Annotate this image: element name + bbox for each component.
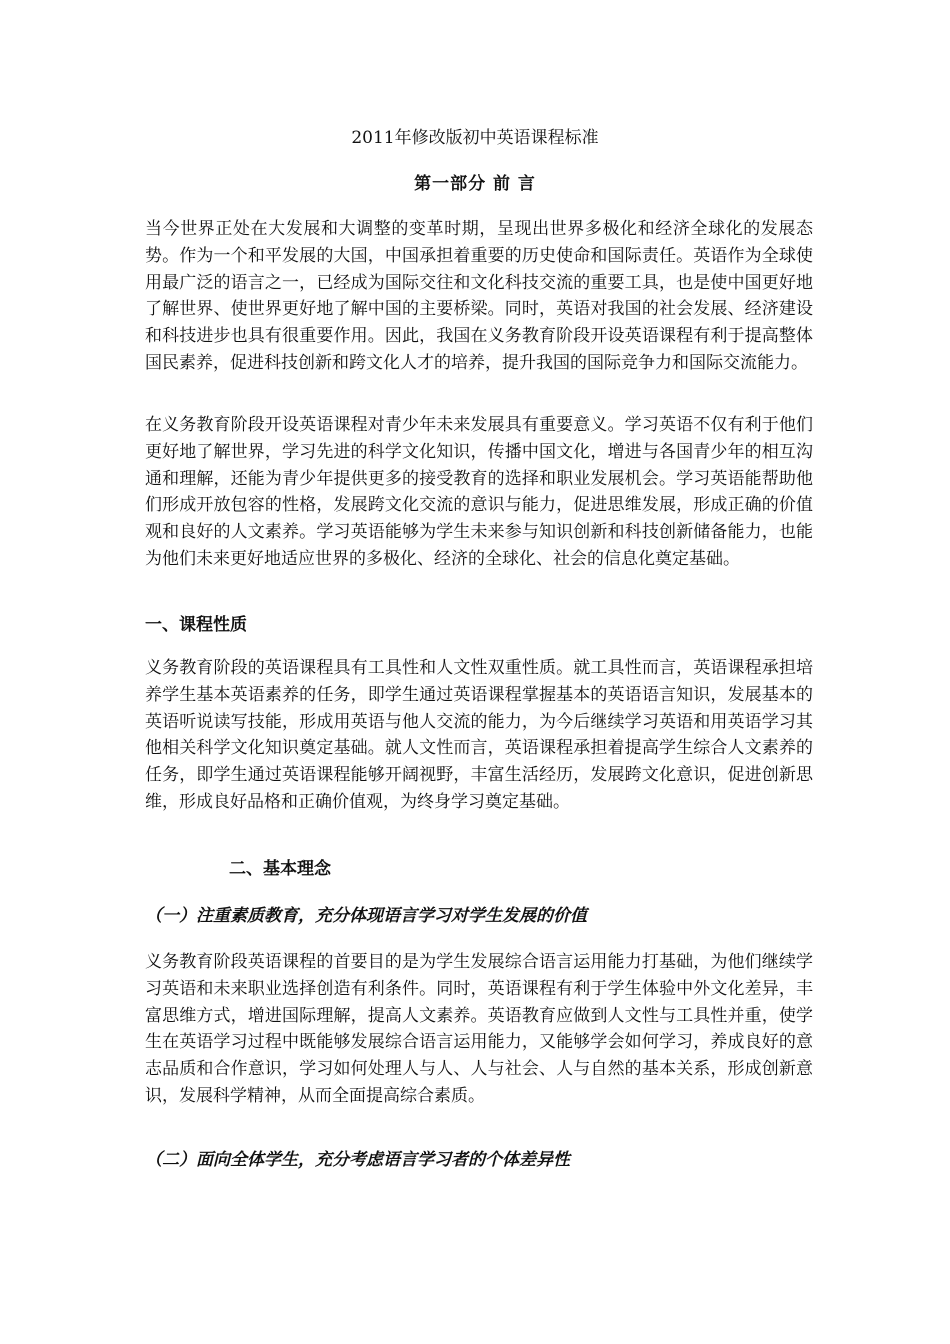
subheading-all-students: （二）面向全体学生，充分考虑语言学习者的个体差异性 xyxy=(145,1150,570,1170)
section-heading-basic-concepts: 二、基本理念 xyxy=(229,859,331,879)
quality-education-paragraph: 义务教育阶段英语课程的首要目的是为学生发展综合语言运用能力打基础，为他们继续学习英语和未来职业选择创造有利条件。同时，英语课程有利于学生体验中外文化差异，丰富思维方式，增进国际理解，提高人文素养。英语教育应做到人文性与工具性并重，使学生在英语学习过程中既能够发展综合语言运用能力，又能够学会如何学习，养成良好的意志品质和合作意识，学习如何处理人与人、人与社会、人与自然的基本关系，形成创新意识，发展科学精神，从而全面提高综合素质。 xyxy=(145,952,813,1106)
document-title: 2011年修改版初中英语课程标准 xyxy=(351,128,599,148)
course-nature-paragraph: 义务教育阶段的英语课程具有工具性和人文性双重性质。就工具性而言，英语课程承担培养学生基本英语素养的任务，即学生通过英语课程掌握基本的英语语言知识，发展基本的英语听说读写技能，形成用英语与他人交流的能力，为今后继续学习英语和用英语学习其他相关科学文化知识奠定基础。就人文性而言，英语课程承担着提高学生综合人文素养的任务，即学生通过英语课程能够开阔视野，丰富生活经历，发展跨文化意识，促进创新思维，形成良好品格和正确价值观，为终身学习奠定基础。 xyxy=(145,658,813,812)
subheading-quality-education: （一）注重素质教育，充分体现语言学习对学生发展的价值 xyxy=(145,906,587,926)
section-heading-course-nature: 一、课程性质 xyxy=(145,615,247,635)
preface-paragraph-2: 在义务教育阶段开设英语课程对青少年未来发展具有重要意义。学习英语不仅有利于他们更好地了解世界，学习先进的科学文化知识，传播中国文化，增进与各国青少年的相互沟通和理解，还能为青少年提供更多的接受教育的选择和职业发展机会。学习英语能帮助他们形成开放包容的性格，发展跨文化交流的意识与能力，促进思维发展，形成正确的价值观和良好的人文素养。学习英语能够为学生未来参与知识创新和科技创新储备能力，也能为他们未来更好地适应世界的多极化、经济的全球化、社会的信息化奠定基础。 xyxy=(145,415,813,569)
part-title: 第一部分 前 言 xyxy=(414,174,536,194)
preface-paragraph-1: 当今世界正处在大发展和大调整的变革时期，呈现出世界多极化和经济全球化的发展态势。作为一个和平发展的大国，中国承担着重要的历史使命和国际责任。英语作为全球使用最广泛的语言之一，已经成为国际交往和文化科技交流的重要工具，也是使中国更好地了解世界、使世界更好地了解中国的主要桥梁。同时，英语对我国的社会发展、经济建设和科技进步也具有很重要作用。因此，我国在义务教育阶段开设英语课程有利于提高整体国民素养，促进科技创新和跨文化人才的培养，提升我国的国际竞争力和国际交流能力。 xyxy=(145,219,813,373)
